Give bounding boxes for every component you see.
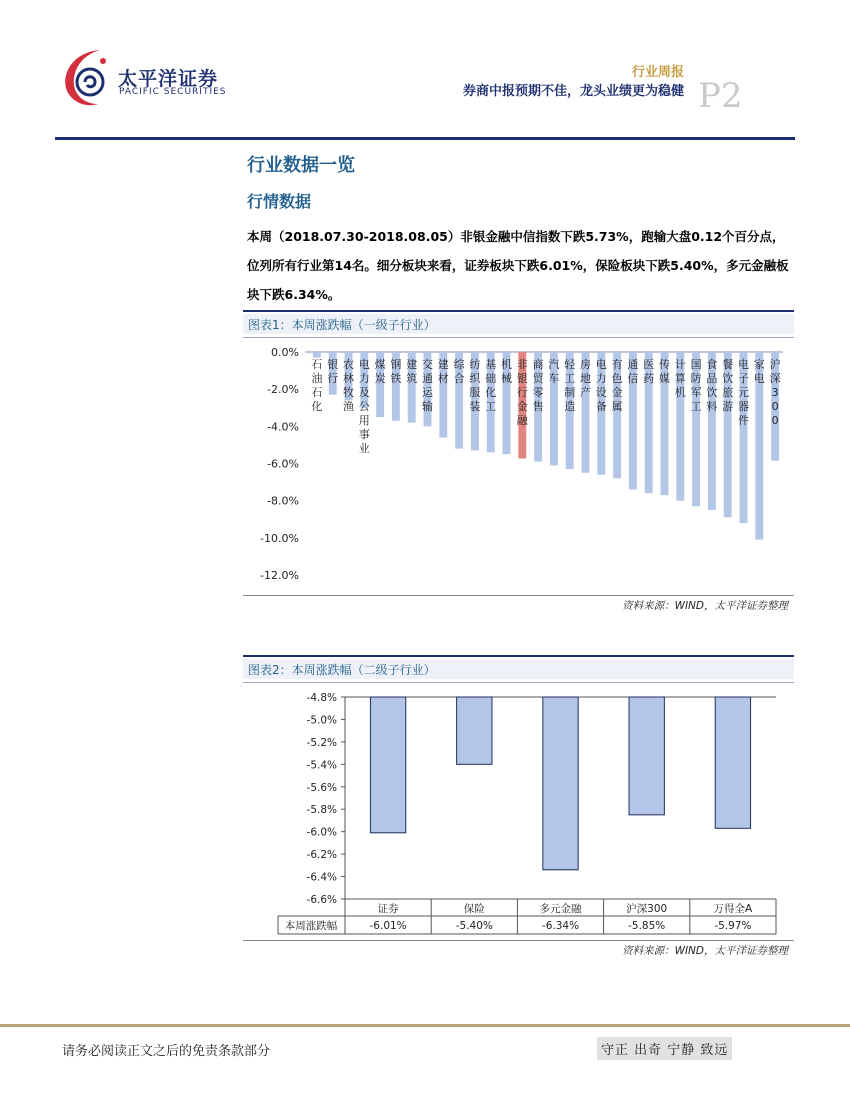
category-label: 交通运输	[422, 358, 433, 413]
company-logo-icon	[60, 44, 114, 114]
footer-divider	[0, 1024, 850, 1027]
y-tick-label: -5.8%	[306, 804, 337, 817]
category-label: 医药	[643, 358, 655, 385]
header-divider	[55, 137, 795, 140]
page-number: P2	[698, 76, 743, 116]
section-title: 行业数据一览	[247, 155, 355, 176]
category-label: 沪深300	[626, 903, 668, 915]
category-label: 基础化工	[485, 358, 497, 413]
category-label: 商贸零售	[532, 358, 544, 413]
y-tick-label: -5.2%	[306, 736, 337, 749]
table-row-header: 本周涨跌幅	[284, 920, 338, 932]
figure2-caption-rule	[243, 682, 794, 683]
y-tick-label: -5.4%	[306, 759, 337, 772]
category-label: 计算机	[674, 358, 686, 399]
report-type: 行业周报	[631, 65, 684, 80]
bar	[457, 697, 492, 764]
bar	[629, 697, 664, 815]
value-label: -5.85%	[628, 920, 666, 932]
value-label: -5.97%	[714, 920, 752, 932]
category-label: 多元金融	[539, 903, 582, 915]
category-label: 餐饮旅游	[722, 358, 734, 413]
category-label: 家电	[753, 358, 765, 385]
figure1-bottom-rule	[243, 595, 794, 596]
brand-name-cn: 太平洋证券	[118, 68, 219, 90]
category-label: 综合	[453, 358, 465, 385]
y-tick-label: 0.0%	[271, 346, 299, 359]
y-tick-label: -12.0%	[260, 569, 299, 582]
category-label: 纺织服装	[469, 358, 481, 413]
category-label: 房地产	[580, 358, 591, 399]
category-label: 沪深 3 0 0	[769, 358, 781, 427]
category-label: 电子元器件	[738, 358, 749, 427]
y-tick-label: -6.0%	[267, 457, 299, 471]
y-tick-label: -6.0%	[306, 826, 337, 839]
footer-motto: 守正 出奇 宁静 致远	[597, 1037, 732, 1060]
body-paragraph: 本周（2018.07.30-2018.08.05）非银金融中信指数下跌5.73%，跑输大盘0.12个百分点，位列所有行业第14名。细分板块来看，证券板块下跌6.01%，保险板块下跌5.40%，多元金融板块下跌6.34%。	[247, 229, 789, 302]
category-label: 石油石化	[311, 358, 323, 413]
y-tick-label: -2.0%	[267, 383, 299, 397]
figure2-caption: 图表2：本周涨跌幅（二级子行业）	[248, 663, 436, 677]
figure2-bottom-rule	[243, 940, 794, 941]
category-label: 食品饮料	[706, 358, 718, 413]
category-label: 保险	[463, 903, 485, 915]
y-tick-label: -5.0%	[306, 714, 337, 727]
y-tick-label: -8.0%	[267, 494, 299, 508]
y-tick-label: -6.6%	[306, 894, 337, 906]
subsection-title: 行情数据	[247, 192, 312, 211]
category-label: 电力设备	[595, 358, 607, 413]
category-label: 汽车	[548, 358, 560, 385]
y-tick-label: -4.8%	[306, 692, 337, 704]
figure1-caption: 图表1：本周涨跌幅（一级子行业）	[248, 318, 436, 332]
subsector-return-chart	[243, 684, 794, 940]
report-title: 券商中报预期不佳，龙头业绩更为稳健	[462, 84, 684, 99]
value-label: -6.01%	[369, 920, 407, 932]
figure1-top-rule	[243, 310, 794, 312]
y-tick-label: -6.2%	[306, 849, 337, 862]
value-label: -6.34%	[541, 920, 580, 932]
category-label: 通信	[627, 358, 639, 385]
value-label: -5.40%	[455, 920, 493, 932]
figure1-source: 资料来源：WIND，太平洋证券整理	[622, 600, 788, 612]
category-label: 轻工制造	[564, 358, 576, 413]
category-label: 国防军工	[690, 358, 702, 413]
bar	[543, 697, 578, 870]
figure1-caption-rule	[243, 337, 794, 338]
bar	[370, 697, 405, 833]
y-tick-label: -10.0%	[260, 531, 299, 545]
category-label: 有色金属	[611, 358, 623, 413]
category-label: 电力及公用事业	[358, 358, 370, 455]
footer-disclaimer: 请务必阅读正文之后的免责条款部分	[62, 1044, 271, 1059]
category-label: 万得全A	[713, 903, 753, 915]
figure2-source: 资料来源：WIND，太平洋证券整理	[622, 945, 788, 957]
bar	[715, 697, 750, 828]
bar	[313, 352, 321, 358]
category-label: 机械	[501, 358, 512, 385]
category-label: 煤炭	[374, 358, 386, 385]
y-tick-label: -6.4%	[306, 871, 337, 884]
category-label: 银行	[327, 358, 339, 385]
category-label: 钢铁	[390, 358, 402, 385]
category-label: 建材	[437, 358, 449, 385]
category-label: 农林牧渔	[343, 358, 354, 413]
y-tick-label: -5.6%	[306, 781, 337, 794]
industry-return-chart	[243, 340, 794, 595]
category-label: 证券	[377, 903, 399, 915]
y-tick-label: -4.0%	[267, 420, 299, 434]
figure2-top-rule	[243, 655, 794, 657]
brand-name-en: PACIFIC SECURITIES	[119, 87, 227, 97]
category-label: 传媒	[659, 358, 670, 385]
category-label: 非银行金融	[516, 358, 528, 427]
category-label: 建筑	[406, 358, 418, 385]
